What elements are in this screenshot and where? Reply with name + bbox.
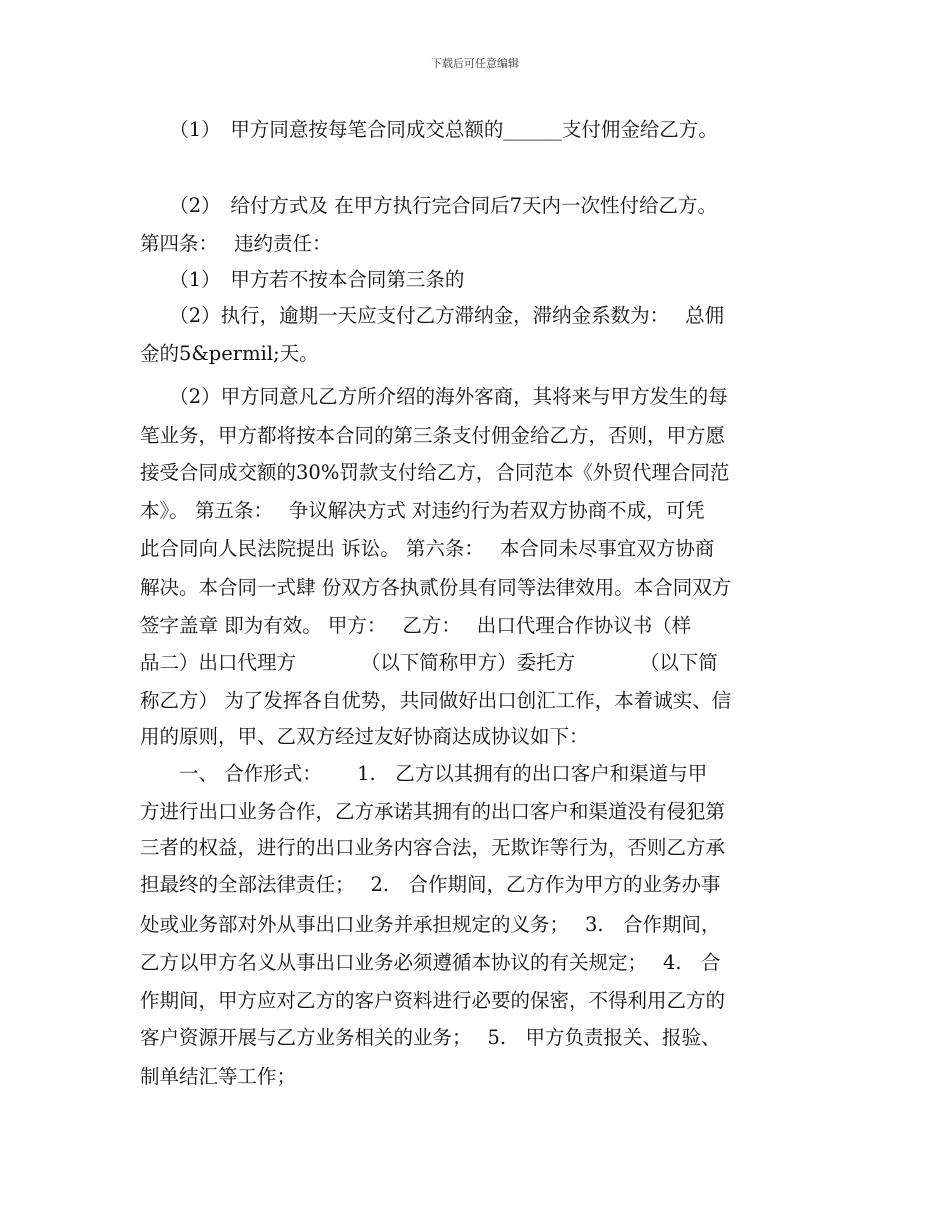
text-line: （1） 甲方同意按每笔合同成交总额的______支付佣金给乙方。 <box>140 118 718 141</box>
text-line: 此合同向人民法院提出 诉讼。 第六条： 本合同未尽事宜双方协商 <box>140 537 715 560</box>
text-line: （2） 给付方式及 在甲方执行完合同后7天内一次性付给乙方。 <box>140 194 718 217</box>
text-line: （2）甲方同意凡乙方所介绍的海外客商，其将来与甲方发生的每 <box>140 385 728 408</box>
text-line: 本》。 第五条： 争议解决方式 对违约行为若双方协商不成，可凭 <box>140 499 705 522</box>
text-line: 一、 合作形式： 1. 乙方以其拥有的出口客户和渠道与甲 <box>140 762 708 785</box>
text-line: （1） 甲方若不按本合同第三条的 <box>140 268 465 291</box>
text-line: 用的原则，甲、乙双方经过友好协商达成协议如下： <box>140 725 589 748</box>
text-line: 处或业务部对外从事出口业务并承担规定的义务； 3. 合作期间， <box>140 913 721 936</box>
text-line: 作期间，甲方应对乙方的客户资料进行必要的保密，不得利用乙方的 <box>140 989 726 1012</box>
text-line: 客户资源开展与乙方业务相关的业务； 5. 甲方负责报关、报验、 <box>140 1026 721 1049</box>
text-line: 称乙方） 为了发挥各自优势，共同做好出口创汇工作，本着诚实、信 <box>140 689 732 712</box>
text-line: 笔业务，甲方都将按本合同的第三条支付佣金给乙方，否则，甲方愿 <box>140 424 726 447</box>
text-line: 三者的权益，进行的出口业务内容合法，无欺诈等行为，否则乙方承 <box>140 836 726 859</box>
text-line: 接受合同成交额的30%罚款支付给乙方，合同范本《外贸代理合同范 <box>140 461 730 484</box>
text-line: 方进行出口业务合作，乙方承诺其拥有的出口客户和渠道没有侵犯第 <box>140 800 726 823</box>
text-line: 第四条： 违约责任： <box>140 232 332 255</box>
text-line: （2）执行，逾期一天应支付乙方滞纳金，滞纳金系数为： 总佣 <box>140 304 725 327</box>
text-line: 签字盖章 即为有效。 甲方： 乙方： 出口代理合作协议书（样 <box>140 614 692 637</box>
text-line: 乙方以甲方名义从事出口业务必须遵循本协议的有关规定； 4. 合 <box>140 951 721 974</box>
text-line: 解决。本合同一式肆 份双方各执贰份具有同等法律效用。本合同双方 <box>140 576 732 599</box>
text-line: 金的5&permil;天。 <box>140 342 319 365</box>
page-header-note: 下载后可任意编辑 <box>431 57 519 70</box>
text-line: 品二）出口代理方 （以下简称甲方）委托方 （以下简 <box>140 651 718 674</box>
text-line: 担最终的全部法律责任； 2. 合作期间，乙方作为甲方的业务办事 <box>140 873 721 896</box>
text-line: 制单结汇等工作； <box>140 1065 297 1088</box>
